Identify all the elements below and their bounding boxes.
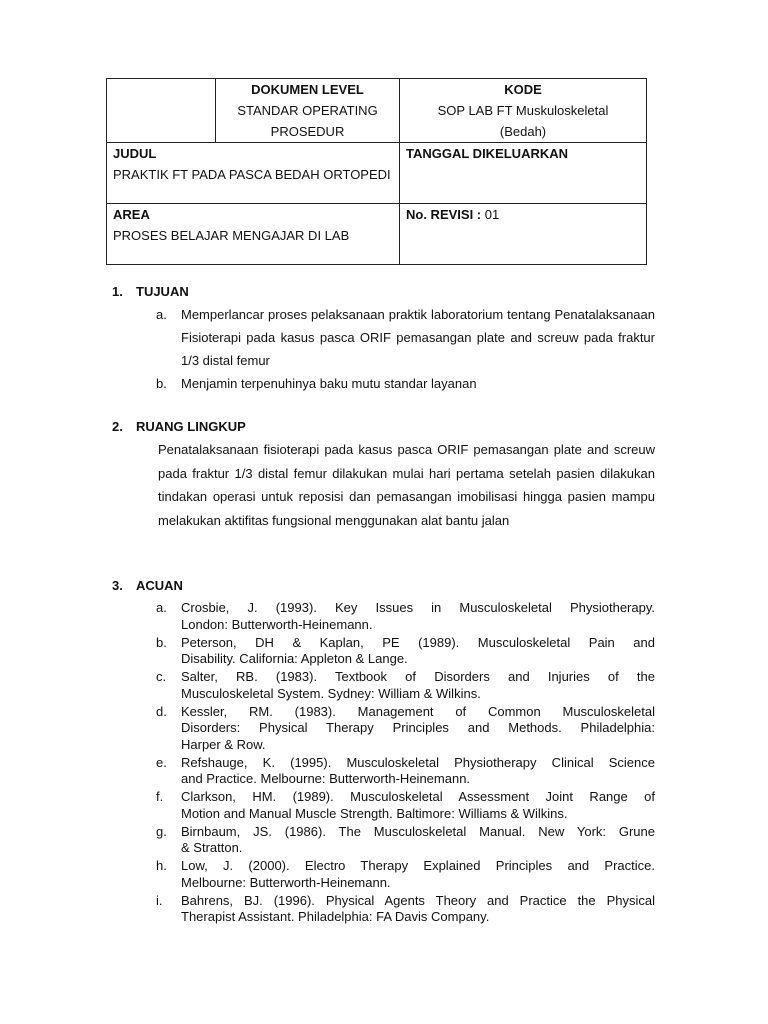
- reference-line: Melbourne: Butterworth-Heinemann.: [181, 874, 391, 890]
- acuan-list: [112, 600, 655, 926]
- reference-line: Crosbie, J. (1993). Key Issues in Musculoskeletal Physiotherapy.: [181, 600, 655, 615]
- area-label: AREA: [113, 207, 150, 222]
- reference-line: Bahrens, BJ. (1996). Physical Agents Theory and Practice the Physical: [181, 892, 655, 908]
- reference-line: Birnbaum, JS. (1986). The Musculoskeletal Manual. New York: Grune: [181, 823, 655, 839]
- section-number: 2.: [112, 419, 123, 434]
- revisi-label: No. REVISI :: [406, 207, 482, 222]
- list-marker: a.: [156, 307, 167, 322]
- ruang-lingkup-text: Penatalaksanaan fisioterapi pada kasus pasca ORIF pemasangan plate and screuw pada fraktur 1/3 distal femur dilakukan mulai hari pertama setelah pasien dilakukan tindakan operasi untuk reposisi dan pemasangan imobilisasi hingga pasien mampu melakukan aktifitas fungsional menggunakan alat bantu jalan: [158, 442, 655, 528]
- list-item: [112, 303, 655, 372]
- doc-level-line2: PROSEDUR: [270, 124, 345, 139]
- list-marker: e.: [156, 754, 167, 770]
- reference-line: Clarkson, HM. (1989). Musculoskeletal Assessment Joint Range of: [181, 789, 655, 804]
- kode-cell: [400, 79, 647, 143]
- kode-line1: SOP LAB FT Muskuloskeletal: [437, 103, 609, 118]
- section-title: [112, 416, 655, 438]
- tujuan-list: [112, 303, 655, 395]
- reference-item: [112, 755, 655, 788]
- reference-line: Motion and Manual Muscle Strength. Baltimore: Williams & Wilkins.: [181, 805, 568, 821]
- reference-line: Peterson, DH & Kaplan, PE (1989). Musculoskeletal Pain and: [181, 634, 655, 650]
- section-title-text: TUJUAN: [136, 284, 189, 299]
- list-item-text: Menjamin terpenuhinya baku mutu standar layanan: [181, 376, 477, 391]
- reference-line: & Stratton.: [181, 840, 243, 855]
- judul-label: JUDUL: [113, 146, 157, 161]
- reference-item: [112, 824, 655, 857]
- reference-line: London: Butterworth-Heinemann.: [181, 616, 373, 632]
- section-title: [112, 281, 655, 303]
- kode-line2: (Bedah): [499, 124, 547, 139]
- kode-label: KODE: [504, 82, 542, 97]
- reference-item: [112, 789, 655, 822]
- section-tujuan: [112, 281, 655, 395]
- section-number: 1.: [112, 284, 123, 299]
- reference-item: [112, 600, 655, 633]
- list-item-text: Memperlancar proses pelaksanaan praktik laboratorium tentang Penatalaksanaan Fisioterapi pada kasus pasca ORIF pemasangan plate and screuw pada fraktur 1/3 distal femur: [181, 307, 655, 368]
- reference-line: Disability. California: Appleton & Lange.: [181, 651, 408, 666]
- revisi-value: 01: [484, 207, 500, 222]
- header-blank-cell: [107, 79, 216, 143]
- list-marker: i.: [156, 892, 163, 908]
- section-title: [112, 575, 655, 597]
- judul-value: PRAKTIK FT PADA PASCA BEDAH ORTOPEDI: [113, 167, 391, 182]
- area-cell: [107, 204, 400, 265]
- doc-level-line1: STANDAR OPERATING: [237, 103, 378, 118]
- reference-line: Refshauge, K. (1995). Musculoskeletal Physiotherapy Clinical Science: [181, 754, 655, 770]
- list-marker: c.: [156, 669, 167, 684]
- reference-line: Harper & Row.: [181, 736, 266, 752]
- list-marker: f.: [156, 789, 164, 804]
- tanggal-label: TANGGAL DIKELUARKAN: [406, 146, 569, 161]
- section-title-text: ACUAN: [136, 578, 183, 593]
- list-item: [112, 372, 655, 395]
- reference-line: Salter, RB. (1983). Textbook of Disorders and Injuries of the: [181, 669, 655, 684]
- reference-item: [112, 858, 655, 891]
- reference-line: Low, J. (2000). Electro Therapy Explained Principles and Practice.: [181, 858, 655, 873]
- reference-item: [112, 635, 655, 668]
- reference-line: Musculoskeletal System. Sydney: William & Wilkins.: [181, 685, 481, 701]
- doc-level-cell: [216, 79, 400, 143]
- reference-item: [112, 669, 655, 702]
- section-number: 3.: [112, 578, 123, 593]
- list-marker: b.: [156, 376, 167, 391]
- list-marker: g.: [156, 823, 167, 839]
- reference-line: and Practice. Melbourne: Butterworth-Heinemann.: [181, 771, 471, 786]
- reference-line: Disorders: Physical Therapy Principles and Methods. Philadelphia:: [181, 720, 655, 735]
- sop-header-table: [106, 78, 647, 265]
- list-marker: a.: [156, 600, 167, 615]
- reference-item: [112, 704, 655, 754]
- tanggal-cell: [400, 143, 647, 204]
- section-ruang-lingkup: [112, 416, 655, 532]
- area-value: PROSES BELAJAR MENGAJAR DI LAB: [113, 228, 350, 243]
- list-marker: b.: [156, 634, 167, 650]
- list-marker: h.: [156, 858, 167, 873]
- doc-level-label: DOKUMEN LEVEL: [251, 82, 364, 97]
- revisi-cell: [400, 204, 647, 265]
- judul-cell: [107, 143, 400, 204]
- reference-item: [112, 893, 655, 926]
- reference-line: Therapist Assistant. Philadelphia: FA Davis Company.: [181, 909, 490, 924]
- reference-line: Kessler, RM. (1983). Management of Common Musculoskeletal: [181, 703, 655, 719]
- list-marker: d.: [156, 703, 167, 719]
- section-title-text: RUANG LINGKUP: [136, 419, 246, 434]
- section-acuan: [112, 575, 655, 927]
